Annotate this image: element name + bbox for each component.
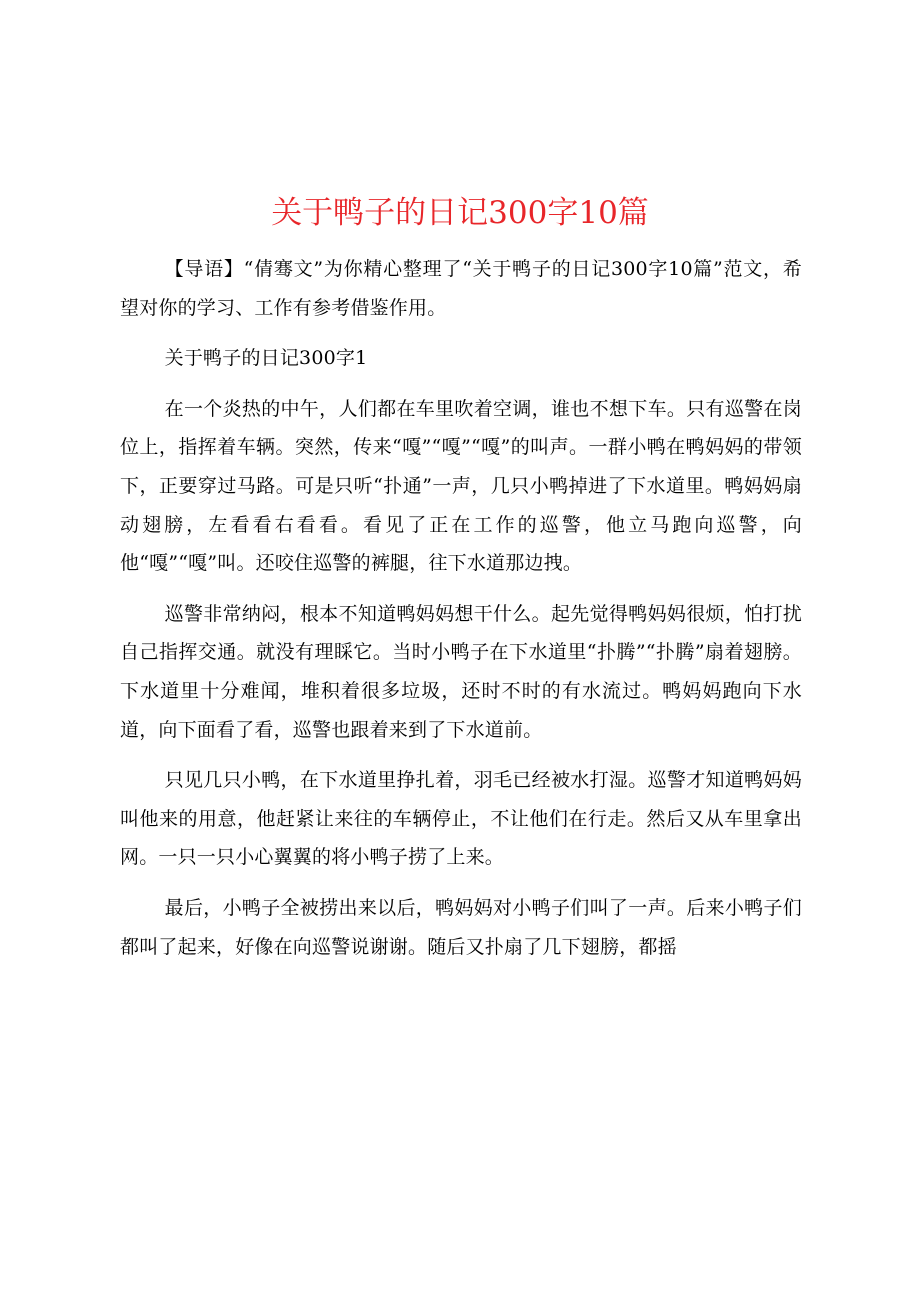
- section-heading: 关于鸭子的日记300字1: [164, 347, 368, 370]
- body-paragraph: 最后，小鸭子全被捞出来以后，鸭妈妈对小鸭子们叫了一声。后来小鸭子们都叫了起来，好像在向巡警说谢谢。随后又扑扇了几下翅膀，都摇: [120, 896, 802, 958]
- body-paragraph: 巡警非常纳闷，根本不知道鸭妈妈想干什么。起先觉得鸭妈妈很烦，怕打扰自己指挥交通。就没有理睬它。当时小鸭子在下水道里“扑腾”“扑腾”扇着翅膀。下水道里十分难闻，堆积着很多垃圾，还时不时的有水流过。鸭妈妈跑向下水道，向下面看了看，巡警也跟着来到了下水道前。: [120, 602, 802, 741]
- body-paragraph: 在一个炎热的中午，人们都在车里吹着空调，谁也不想下车。只有巡警在岗位上，指挥着车辆。突然，传来“嘎”“嘎”“嘎”的叫声。一群小鸭在鸭妈妈的带领下，正要穿过马路。可是只听“扑通”一声，几只小鸭掉进了下水道里。鸭妈妈扇动翅膀，左看看右看看。看见了正在工作的巡警，他立马跑向巡警，向他“嘎”“嘎”叫。还咬住巡警的裤腿，往下水道那边拽。: [120, 397, 802, 575]
- body-paragraph: 只见几只小鸭，在下水道里挣扎着，羽毛已经被水打湿。巡警才知道鸭妈妈叫他来的用意，他赶紧让来往的车辆停止，不让他们在行走。然后又从车里拿出网。一只一只小心翼翼的将小鸭子捞了上来。: [120, 769, 802, 869]
- document-body: [120, 250, 802, 978]
- intro-paragraph: 【导语】“倩骞文”为你精心整理了“关于鸭子的日记300字10篇”范文，希望对你的学习、工作有参考借鉴作用。: [120, 258, 802, 319]
- document-title: 关于鸭子的日记300字10篇: [271, 195, 649, 231]
